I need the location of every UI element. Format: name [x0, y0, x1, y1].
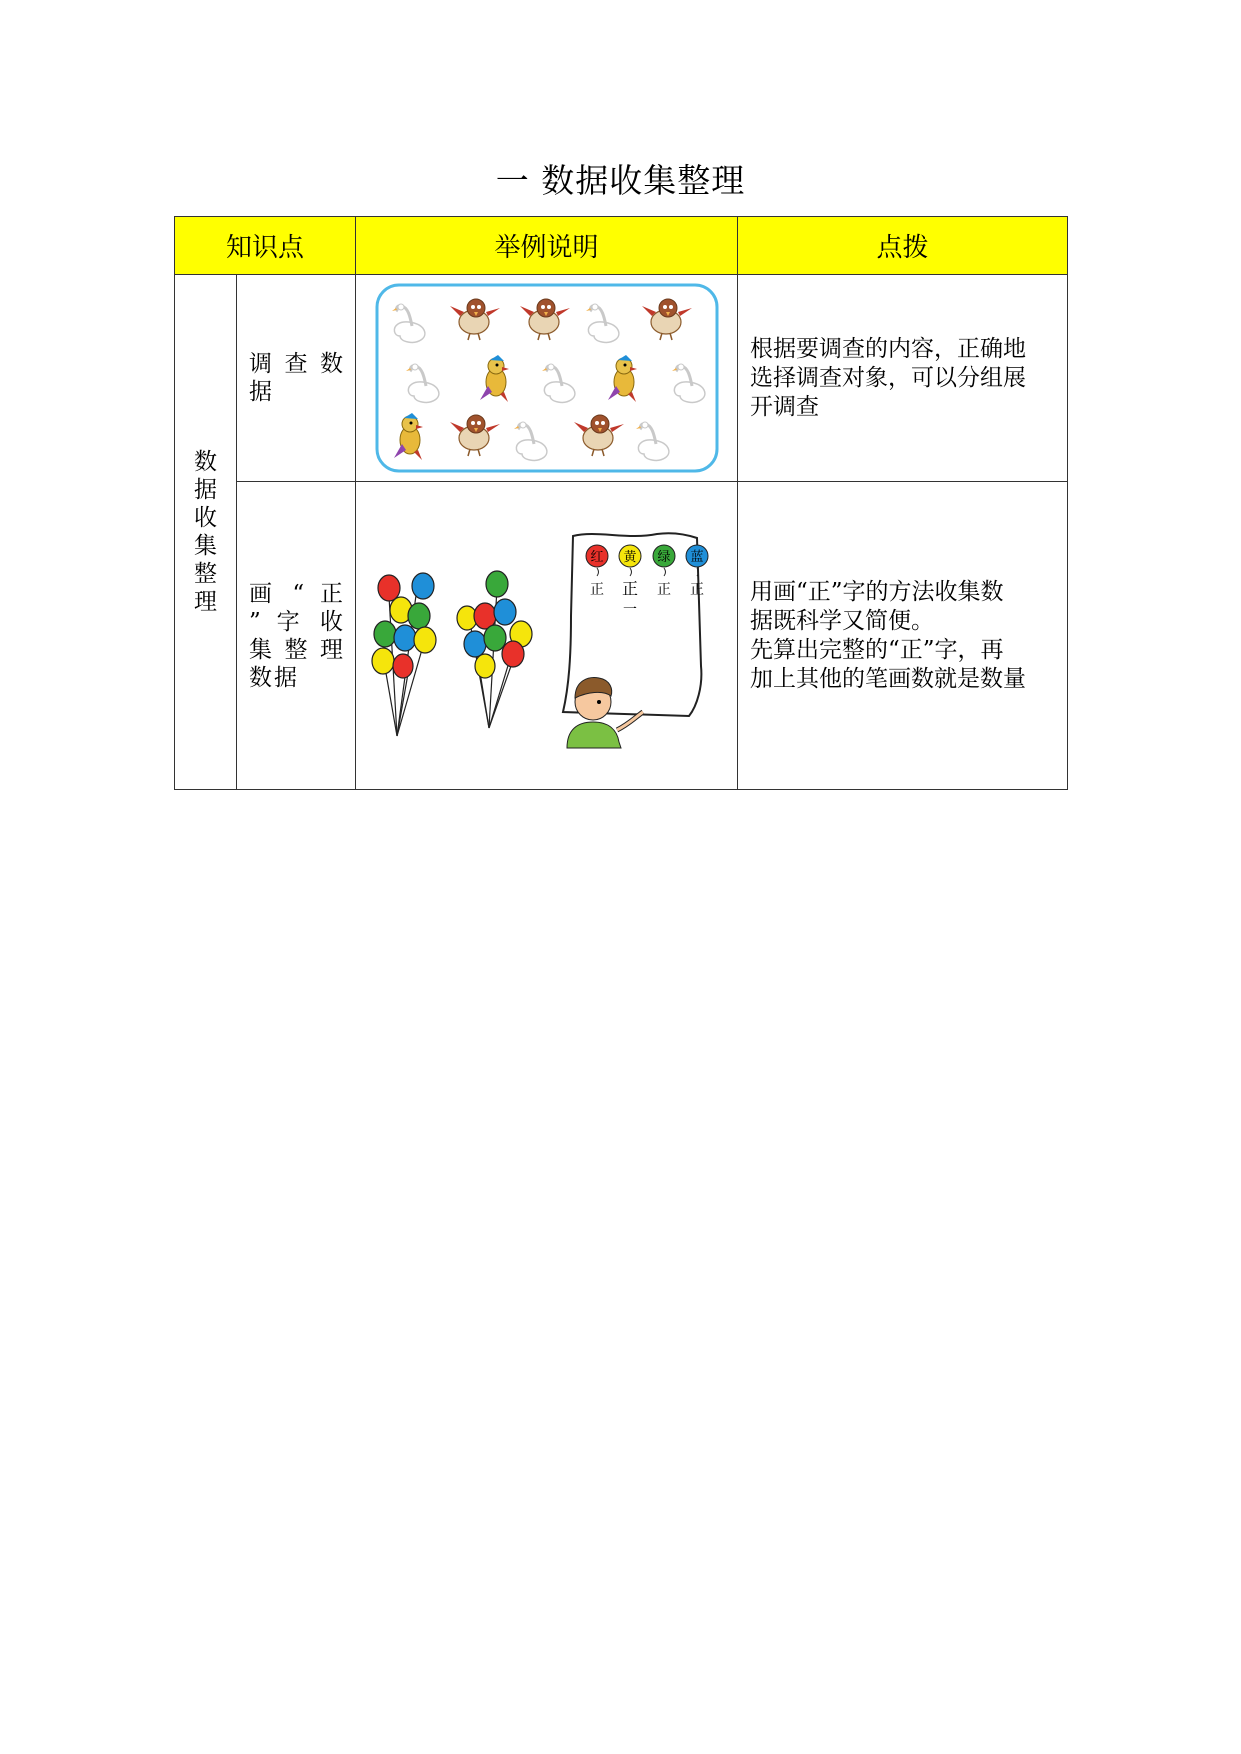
tip-line: 据既科学又简便。	[750, 607, 935, 634]
tip-survey	[738, 275, 1068, 482]
balloon-label: 红	[590, 549, 604, 565]
header-row	[175, 217, 1068, 275]
tally-mark: 正	[621, 578, 638, 598]
balloon-label: 绿	[657, 549, 671, 565]
birds-illustration	[374, 282, 720, 474]
table-row	[175, 482, 1068, 790]
tip-line: 用画“正”字的方法收集数	[750, 578, 1004, 605]
tip-tally	[738, 482, 1068, 790]
topic-tally: 画 “ 正 ” 字 收 集 整 理 数据	[237, 482, 356, 790]
topic-survey: 调 查 数据	[237, 275, 356, 482]
category-char: 集	[194, 533, 217, 559]
header-knowledge: 知识点	[175, 217, 356, 275]
table-row	[175, 275, 1068, 482]
header-example: 举例说明	[356, 217, 738, 275]
example-birds	[356, 275, 738, 482]
balloon-label: 黄	[623, 549, 637, 565]
tip-line: 开调查	[750, 393, 820, 420]
page-title: 一 数据收集整理	[495, 161, 746, 200]
tally-mark: 正	[689, 581, 704, 598]
tally-extra: 一	[622, 601, 637, 618]
balloons-illustration	[367, 516, 727, 756]
example-balloons	[356, 482, 738, 790]
category-char: 理	[194, 589, 217, 615]
category-cell	[175, 275, 237, 790]
tip-line: 加上其他的笔画数就是数量	[750, 665, 1027, 692]
category-char: 收	[194, 505, 217, 531]
balloon-bunch-left	[372, 573, 436, 736]
balloon-bunch-right	[457, 571, 532, 728]
tally-mark: 正	[589, 581, 604, 598]
tip-line: 先算出完整的“正”字，再	[750, 636, 1004, 663]
tip-line: 选择调查对象，可以分组展	[750, 364, 1027, 391]
knowledge-table	[174, 216, 1068, 790]
category-char: 据	[194, 477, 217, 503]
category-char: 数	[194, 449, 217, 475]
balloon-label: 蓝	[690, 549, 704, 565]
tally-mark: 正	[656, 581, 671, 598]
tip-line: 根据要调查的内容，正确地	[750, 335, 1027, 362]
header-tip: 点拨	[738, 217, 1068, 275]
category-char: 整	[194, 561, 217, 587]
